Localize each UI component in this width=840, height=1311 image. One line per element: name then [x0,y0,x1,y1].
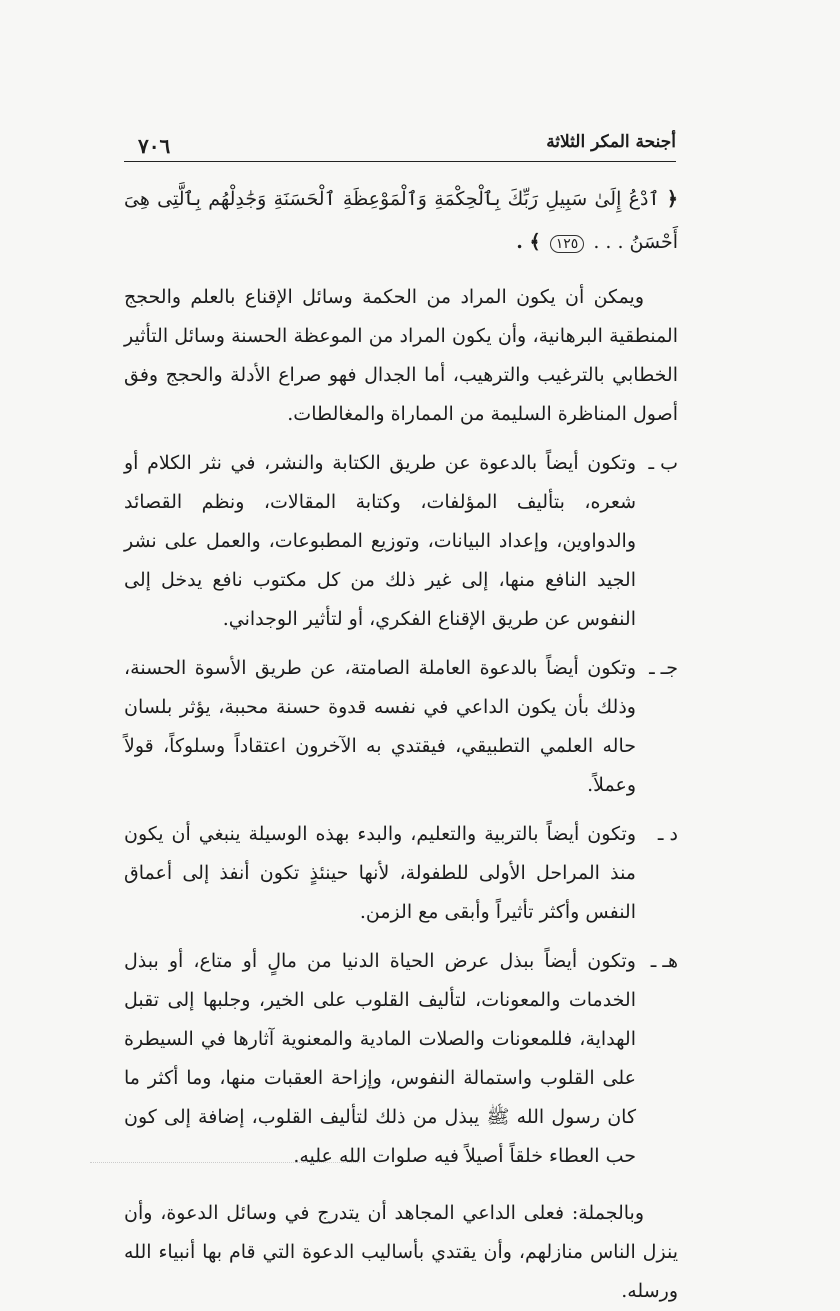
verse-open-bracket: ﴿ [666,188,678,210]
verse-text: ٱدْعُ إِلَىٰ سَبِيلِ رَبِّكَ بِٱلْحِكْمَةِ وَٱلْمَوْعِظَةِ ٱلْحَسَنَةِ وَجَٰدِلْهُم بِٱلَّتِى هِىَ أَحْسَنُ . . . [124,188,678,253]
page-body [124,178,678,1311]
list-item-text: وتكون أيضاً بالدعوة العاملة الصامتة، عن طريق الأسوة الحسنة، وذلك بأن يكون الداعي في نفسه قدوة حسنة محببة، يؤثر بلسان حاله العلمي التطبيقي، فيقتدي به الآخرون اعتقاداً وسلوكاً، قولاً وعملاً. [124,657,636,796]
list-item-text: وتكون أيضاً بالتربية والتعليم، والبدء بهذه الوسيلة ينبغي أن يكون منذ المراحل الأولى للطفولة، لأنها حينئذٍ تكون أنفذ إلى أعماق النفس وأكثر تأثيراً وأبقى مع الزمن. [124,823,636,923]
list-item-text: وتكون أيضاً ببذل عرض الحياة الدنيا من مالٍ أو متاع، أو ببذل الخدمات والمعونات، لتأليف القلوب على الخير، وجلبها إلى تقبل الهداية، فللمعونات والصلات المادية والمعنوية آثارها في السيطرة على القلوب واستمالة النفوس، وإزاحة العقبات منها، وما أكثر ما كان رسول الله ﷺ يبذل من ذلك لتأليف القلوب، إضافة إلى كون حب العطاء خلقاً أصيلاً فيه صلوات الله عليه. [124,950,636,1167]
list-item-label: ب ـ [648,452,678,474]
list-item [124,815,678,932]
list-item-label: د ـ [657,823,678,845]
list-item-text: وتكون أيضاً بالدعوة عن طريق الكتابة والنشر، في نثر الكلام أو شعره، بتأليف المؤلفات، وكتابة المقالات، ونظم القصائد والدواوين، وإعداد البيانات، وتوزيع المطبوعات، والعمل على نشر الجيد النافع منها، إلى غير ذلك من كل مكتوب نافع يدخل إلى النفوس عن طريق الإقناع الفكري، أو لتأثير الوجداني. [124,452,636,630]
ayah-number: ١٢٥ [550,235,585,253]
scan-artifact-line [90,1162,360,1164]
closing-paragraph: وبالجملة: فعلى الداعي المجاهد أن يتدرج في وسائل الدعوة، وأن ينزل الناس منازلهم، وأن يقتدي بأساليب الدعوة التي قام بها أنبياء الله ورسله. [124,1202,678,1302]
paragraph: ويمكن أن يكون المراد من الحكمة وسائل الإقناع بالعلم والحجج المنطقية البرهانية، وأن يكون المراد من الموعظة الحسنة وسائل التأثير الخطابي بالترغيب والترهيب، أما الجدال فهو صراع الأدلة والحجج وفق أصول المناظرة السليمة من المماراة والمغالطات. [124,286,678,425]
page-header [124,128,676,160]
header-rule [124,161,676,162]
running-title: أجنحة المكر الثلاثة [546,132,676,152]
list-item-label: هـ ـ [650,950,678,972]
list-item-label: جـ ـ [649,657,678,679]
list-item [124,942,678,1176]
list-item [124,444,678,639]
quran-verse [124,178,678,266]
verse-close-bracket: ﴾ . [516,231,541,253]
page-number: ٧٠٦ [138,134,171,158]
list-item [124,649,678,805]
